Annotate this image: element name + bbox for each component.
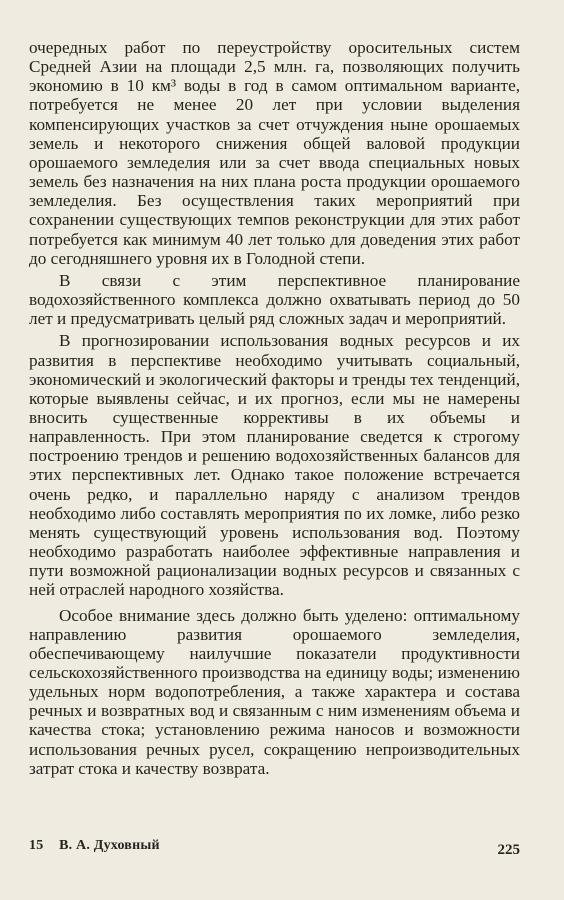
paragraph-special-attention: Особое внимание здесь должно быть уделено: оптимальному направлению развития орошаемого земледелия, обеспечивающему наилучшие показатели продуктивности сельскохозяйственного производства на единицу воды; изменению удельных норм водопотребления, а также характера и состава речных и возвратных вод и связанным с ним изменениям объема и качества стока; установлению режима наносов и возможности использования речных русел, сокращению непроизводительных затрат стока и качеству возврата. xyxy=(29,605,520,778)
body-text xyxy=(29,38,520,778)
page-signature xyxy=(29,838,160,854)
page-number: 225 xyxy=(497,842,520,858)
paragraph-forecasting: В прогнозировании использования водных ресурсов и их развития в перспективе необходимо учитывать социальный, экономический и экологический факторы и тренды тех тенденций, которые выявлены сейчас, и их прогноз, если мы не намерены вносить существенные коррективы в их объемы и направленность. При этом планирование сведется к строгому построению трендов и решению водохозяйственных балансов для этих перспективных лет. Однако такое положение встречается очень редко, и параллельно наряду с анализом трендов необходимо либо составлять мероприятия по их ломке, либо резко менять существующий уровень использования вод. Поэтому необходимо разработать наиболее эффективные направления и пути возможной рационализации водных ресурсов и связанных с ней отраслей народного хозяйства. xyxy=(29,331,520,600)
paragraph-continuation: очередных работ по переустройству оросительных систем Средней Азии на площади 2,5 млн. га, позволяющих получить экономию в 10 км³ воды в год в самом оптимальном варианте, потребуется не менее 20 лет при условии выделения компенсирующих участков за счет отчуждения ныне орошаемых земель и некоторого снижения общей валовой продукции орошаемого земледелия или за счет ввода специальных новых земель без назначения на них плана роста продукции орошаемого земледелия. Без осуществления таких мероприятий при сохранении существующих темпов реконструкции для этих работ потребуется как минимум 40 лет только для доведения этих работ до сегодняшнего уровня их в Голодной степи. xyxy=(29,38,520,268)
paragraph-planning-period: В связи с этим перспективное планирование водохозяйственного комплекса должно охватывать период до 50 лет и предусматривать целый ряд сложных задач и мероприятий. xyxy=(29,270,520,329)
author-name: В. А. Духовный xyxy=(59,838,160,853)
signature-number: 15 xyxy=(29,838,44,853)
